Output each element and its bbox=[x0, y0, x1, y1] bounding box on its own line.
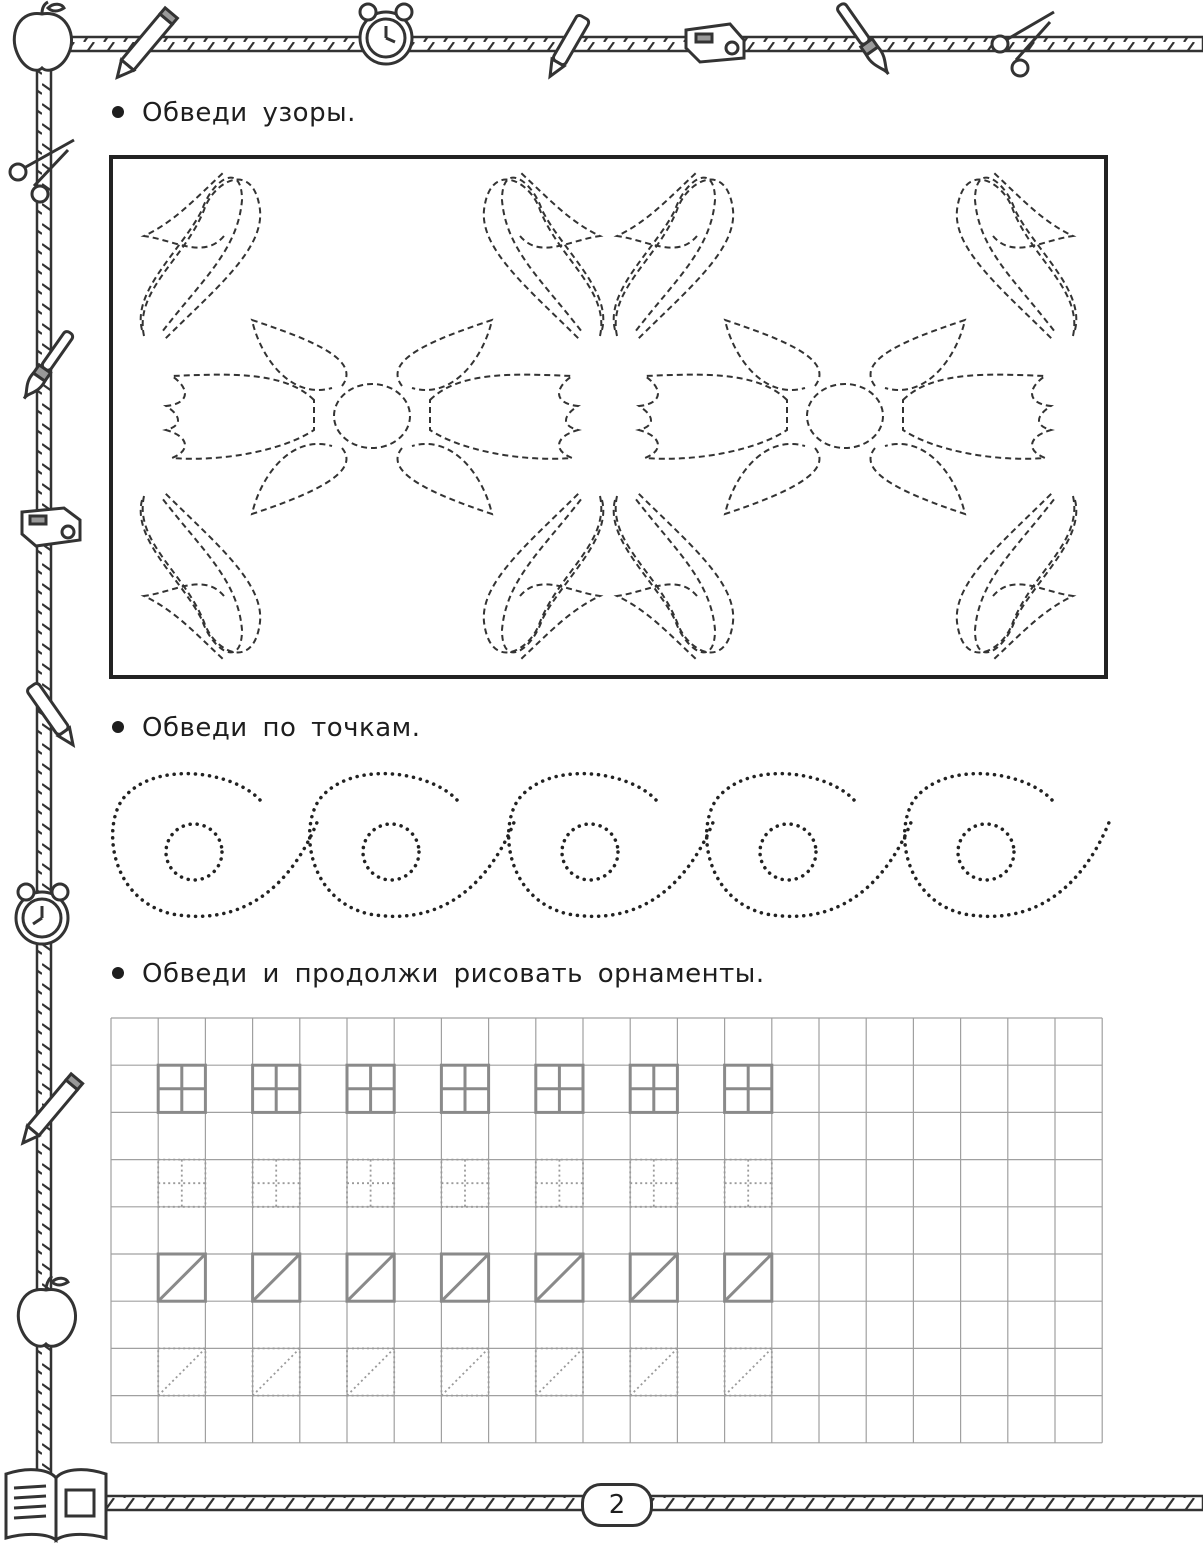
sharpener-icon bbox=[22, 508, 80, 546]
task-2-instruction bbox=[112, 713, 421, 743]
task-3-instruction bbox=[112, 959, 765, 989]
bullet-icon bbox=[112, 721, 124, 733]
page-number: 2 bbox=[581, 1483, 653, 1527]
task-1-text: Обведи узоры. bbox=[142, 98, 356, 128]
bullet-icon bbox=[112, 967, 124, 979]
pen-icon bbox=[26, 682, 79, 749]
task-3-text: Обведи и продолжи рисовать орнаменты. bbox=[142, 959, 765, 989]
apple-icon bbox=[14, 2, 71, 70]
alarm-clock-icon bbox=[360, 4, 412, 64]
open-book-icon bbox=[6, 1470, 106, 1540]
apple-icon bbox=[18, 1276, 75, 1346]
task-2-text: Обведи по точкам. bbox=[142, 713, 421, 743]
sharpener-icon bbox=[686, 24, 744, 62]
bullet-icon bbox=[112, 106, 124, 118]
task-1-instruction bbox=[112, 98, 356, 128]
alarm-clock-icon bbox=[16, 884, 68, 944]
